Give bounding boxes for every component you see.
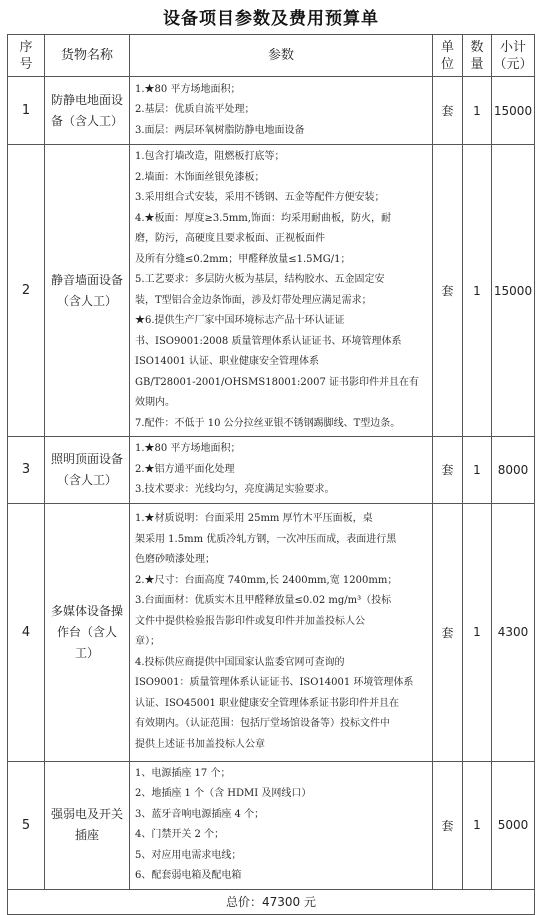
header-index: 序 号 [8, 35, 45, 77]
param-line: 及所有分缝≤0.2mm；甲醛释放量≤1.5MG/1； [135, 253, 351, 265]
item-subtotal: 8000 [492, 437, 535, 504]
header-unit: 单 位 [433, 35, 463, 77]
param-line: 2.★尺寸：台面高度 740mm,长 2400mm,宽 1200mm； [135, 574, 398, 586]
table-row [8, 437, 535, 504]
param-line: 7.配件：不低于 10 公分拉丝亚银不锈钢踢脚线、T型边条。 [135, 417, 401, 429]
param-line: 3.采用组合式安装，采用不锈钢、五金等配件方便安装； [135, 192, 385, 203]
item-qty: 1 [463, 761, 492, 889]
item-params [130, 77, 433, 145]
param-line: 文件中提供检验报告影印件或复印件并加盖投标人公 [135, 615, 365, 627]
item-name: 静音墙面设备（含人工） [45, 145, 130, 437]
row-index: 5 [8, 761, 45, 889]
item-subtotal: 15000 [492, 77, 535, 145]
page-title: 设备项目参数及费用预算单 [163, 9, 379, 29]
param-line: GB/T28001-2001/OHSMS18001:2007 证书影印件并且在有 [135, 376, 420, 388]
param-line: 2、地插座 1 个（含 HDMI 及网线口） [135, 788, 312, 799]
item-qty: 1 [463, 145, 492, 437]
header-qty: 数 量 [463, 35, 492, 77]
param-line: 1.★80 平方场地面积； [135, 83, 241, 95]
param-line: 1.包含打墙改造，阻燃板打底等； [135, 151, 285, 162]
row-index: 4 [8, 503, 45, 761]
item-subtotal: 5000 [492, 761, 535, 889]
item-unit: 套 [433, 145, 463, 437]
table-row [8, 503, 535, 761]
item-name: 照明顶面设备（含人工） [45, 437, 130, 504]
param-line: 2.墙面：木饰面丝银免漆板； [135, 171, 265, 183]
param-line: 有效期内。（认证范围：包括厅堂场馆设备等）投标文件中 [135, 718, 390, 729]
param-line: 3.面层：两层环氧树脂防静电地面设备 [135, 124, 305, 136]
param-line: ISO9001：质量管理体系认证证书、ISO14001 环境管理体系 [135, 677, 414, 688]
item-params [130, 437, 433, 504]
param-line: 4.★板面：厚度≥3.5mm,饰面：均采用耐曲板，防火，耐 [135, 212, 391, 224]
param-line: 2.★铝方通平面化处理 [135, 463, 235, 475]
param-line: 1.★材质说明：台面采用 25mm 厚竹木平压面板，桌 [135, 513, 373, 524]
param-line: 1、电源插座 17 个； [135, 767, 231, 779]
param-line: 书、ISO9001:2008 质量管理体系认证证书、环境管理体系 [135, 335, 402, 347]
param-line: 磨，防污，高硬度且要求板面、正视板面件 [135, 233, 325, 244]
item-params [130, 761, 433, 889]
param-line: 效期内。 [135, 397, 175, 408]
row-index: 1 [8, 77, 45, 145]
item-name: 多媒体设备操作台（含人工） [45, 503, 130, 761]
item-unit: 套 [433, 437, 463, 504]
item-unit: 套 [433, 761, 463, 889]
header-name: 货物名称 [45, 35, 130, 77]
total-row [8, 889, 535, 914]
budget-table [7, 34, 535, 915]
param-line: 色磨砂喷漆处理； [135, 554, 215, 565]
item-name: 防静电地面设备（含人工） [45, 77, 130, 145]
item-params [130, 503, 433, 761]
header-params: 参数 [130, 35, 433, 77]
item-name: 强弱电及开关插座 [45, 761, 130, 889]
table-row [8, 145, 535, 437]
param-line: 装，T型铝合金边条饰面，涉及灯带处理应满足需求； [135, 294, 372, 306]
item-params [130, 145, 433, 437]
item-unit: 套 [433, 77, 463, 145]
item-unit: 套 [433, 503, 463, 761]
item-qty: 1 [463, 77, 492, 145]
row-index: 2 [8, 145, 45, 437]
param-line: 6、配套弱电箱及配电箱 [135, 870, 242, 881]
item-qty: 1 [463, 437, 492, 504]
param-line: 5、对应用电需求电线； [135, 849, 242, 861]
param-line: 提供上述证书加盖投标人公章 [135, 738, 265, 750]
item-subtotal: 4300 [492, 503, 535, 761]
param-line: 架采用 1.5mm 优质冷轧方钢，一次冲压而成，表面进行黑 [135, 533, 397, 545]
param-line: 4.投标供应商提供中国国家认监委官网可查询的 [135, 656, 345, 668]
row-index: 3 [8, 437, 45, 504]
item-qty: 1 [463, 503, 492, 761]
param-line: 3.技术要求：光线均匀，亮度满足实验要求。 [135, 484, 335, 495]
param-line: 5.工艺要求：多层防火板为基层，结构胶水、五金固定安 [135, 274, 385, 285]
param-line: 3.台面面材：优质实木且甲醛释放量≤0.02 mg/m³（投标 [135, 595, 392, 606]
table-row [8, 77, 535, 145]
param-line: ISO14001 认证、职业健康安全管理体系 [135, 356, 319, 367]
param-line: 章）； [135, 636, 160, 647]
param-line: 4、门禁开关 2 个； [135, 829, 225, 840]
item-subtotal: 15000 [492, 145, 535, 437]
param-line: 2.基层：优质自流平处理； [135, 104, 255, 116]
param-line: 认证、ISO45001 职业健康安全管理体系证书影印件并且在 [135, 697, 399, 709]
header-subtotal: 小计 （元） [492, 35, 535, 77]
param-line: ★6.提供生产厂家中国环境标志产品十环认证证 [135, 315, 345, 326]
table-row [8, 761, 535, 889]
param-line: 1.★80 平方场地面积； [135, 443, 241, 454]
param-line: 3、蓝牙音响电源插座 4 个； [135, 808, 265, 820]
header-row [8, 35, 535, 77]
total-price: 总价：47300 元 [8, 889, 535, 914]
